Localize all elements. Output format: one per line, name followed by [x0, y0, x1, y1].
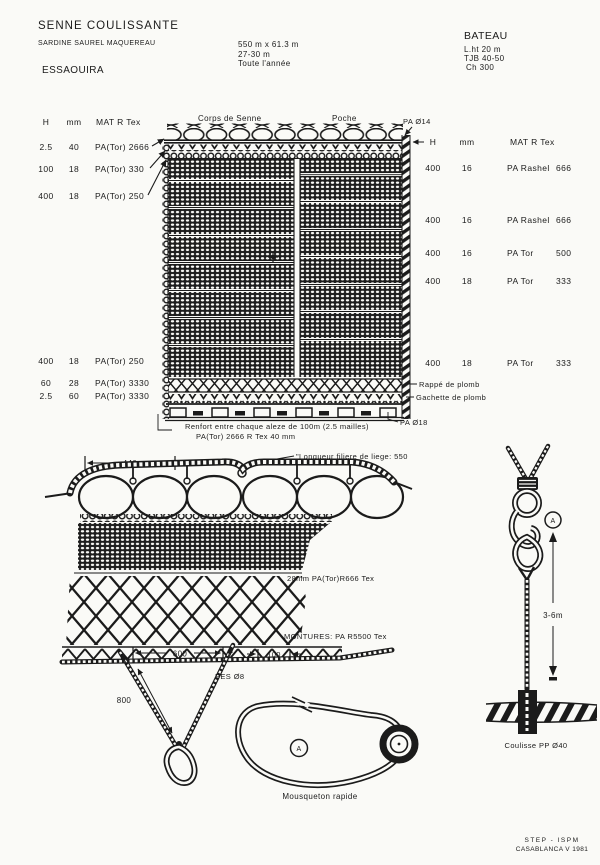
- gachette-strip: [168, 394, 402, 403]
- poche-label: Poche: [332, 114, 357, 123]
- svg-text:400: 400: [38, 191, 54, 201]
- point-a: A: [296, 746, 302, 753]
- corps-mesh-panel: [168, 159, 294, 377]
- port-label: ESSAOUIRA: [42, 65, 104, 76]
- svg-text:PA Tor: PA Tor: [507, 248, 534, 258]
- svg-text:16: 16: [461, 248, 473, 258]
- poche-mesh-panel: [300, 159, 402, 377]
- sinker-row: [168, 406, 402, 419]
- boat-title: BATEAU: [464, 30, 508, 42]
- svg-text:PA(Tor) 250: PA(Tor) 250: [95, 191, 145, 201]
- footer-line1: STEP - ISPM: [524, 837, 580, 844]
- svg-text:400: 400: [425, 163, 441, 173]
- col-mat: MAT R Tex: [96, 117, 141, 127]
- right-table-row: [425, 248, 571, 258]
- boat-length: L.ht 20 m: [464, 45, 501, 54]
- left-table-row: [39, 391, 149, 401]
- col-h: H: [42, 117, 50, 127]
- dim-3-6m: 3-6m: [543, 611, 563, 620]
- dim-440: 440: [122, 459, 138, 468]
- dim-end-tick: [549, 677, 557, 681]
- header: [38, 20, 299, 76]
- left-spec-table: [38, 117, 166, 401]
- svg-text:60: 60: [40, 378, 52, 388]
- ring-band: [166, 150, 403, 158]
- boat-power: Ch 300: [466, 63, 495, 72]
- svg-text:333: 333: [556, 358, 572, 368]
- left-table-row: [38, 356, 144, 366]
- pa14-label: PA Ø14: [403, 117, 431, 126]
- right-selvage-rope: [402, 135, 410, 419]
- boat-tonnage: TJB 40-50: [464, 54, 505, 63]
- detail-large-mesh: [66, 576, 306, 645]
- right-spec-table: [403, 117, 571, 368]
- coulisse-label: Coulisse PP Ø40: [504, 741, 568, 750]
- left-table-row: [41, 378, 149, 388]
- svg-text:16: 16: [461, 215, 473, 225]
- svg-text:500: 500: [556, 248, 572, 258]
- left-table-row: [38, 164, 144, 174]
- float-line: [167, 124, 403, 140]
- col-mm: mm: [66, 117, 82, 127]
- svg-text:18: 18: [461, 276, 473, 286]
- right-table-row: [425, 163, 571, 173]
- page-title: SENNE COULISSANTE: [38, 20, 179, 32]
- left-table-row: [39, 142, 149, 152]
- svg-text:PA Tor: PA Tor: [507, 358, 534, 368]
- purse-rope: [486, 702, 597, 722]
- renfort-note-1: Renfort entre chaque aleze de 100m (2.5 mailles): [185, 422, 369, 431]
- mesh28-label: 28mm PA(Tor)R666 Tex: [287, 574, 375, 583]
- left-table-row: [38, 191, 144, 201]
- montures-label: MONTURES: PA R5500 Tex: [284, 632, 387, 641]
- snap-hook: [238, 697, 415, 801]
- footer-line2: CASABLANCA V 1981: [515, 846, 589, 853]
- net-size: 550 m x 61.3 m: [238, 40, 299, 49]
- svg-text:666: 666: [556, 163, 572, 173]
- svg-text:PA(Tor) 3330: PA(Tor) 3330: [95, 391, 150, 401]
- dim-arrow-down: [549, 666, 557, 676]
- leader-arrow: [405, 127, 412, 135]
- rappe-label: Rappé de plomb: [419, 380, 480, 389]
- pes-label: PES Ø8: [215, 672, 245, 681]
- hanging-band: [166, 145, 403, 150]
- right-table-row: [425, 358, 571, 368]
- svg-text:60: 60: [68, 391, 80, 401]
- dim-800: 800: [116, 696, 132, 705]
- svg-text:18: 18: [68, 356, 80, 366]
- float-rope: [164, 140, 405, 143]
- svg-text:666: 666: [556, 215, 572, 225]
- gachette-label: Gachette de plomb: [416, 393, 487, 402]
- svg-text:18: 18: [461, 358, 473, 368]
- svg-text:28: 28: [68, 378, 80, 388]
- svg-text:400: 400: [425, 276, 441, 286]
- net-depth: 27-30 m: [238, 50, 271, 59]
- season: Toute l'année: [238, 59, 291, 68]
- right-table-row: [425, 215, 571, 225]
- svg-text:400: 400: [425, 358, 441, 368]
- swivel-eye-core: [515, 491, 539, 515]
- svg-text:PA Tor: PA Tor: [507, 276, 534, 286]
- boat-block: [464, 30, 508, 72]
- dim-100: 100: [267, 650, 281, 659]
- svg-text:400: 400: [425, 215, 441, 225]
- corps-de-senne-label: Corps de Senne: [198, 114, 262, 123]
- svg-text:PA(Tor) 3330: PA(Tor) 3330: [95, 378, 150, 388]
- col-mm: mm: [459, 137, 475, 147]
- species-subtitle: SARDINE SAUREL MAQUEREAU: [38, 40, 156, 47]
- renfort-note-2: PA(Tor) 2666 R Tex 40 mm: [196, 432, 296, 441]
- point-a: A: [550, 518, 556, 525]
- right-table-row: [425, 276, 571, 286]
- svg-text:400: 400: [425, 248, 441, 258]
- svg-text:PA Rashel: PA Rashel: [507, 215, 550, 225]
- svg-text:400: 400: [38, 356, 54, 366]
- svg-text:PA(Tor) 250: PA(Tor) 250: [95, 356, 145, 366]
- footer-credit: [516, 837, 589, 853]
- float-line-detail: [45, 452, 412, 783]
- svg-text:40: 40: [68, 142, 80, 152]
- snap-hook-label: Mousqueton rapide: [282, 792, 358, 801]
- detail-fine-mesh: [78, 523, 330, 570]
- svg-text:16: 16: [461, 163, 473, 173]
- purse-line-detail: [486, 446, 597, 750]
- svg-text:PA(Tor) 2666: PA(Tor) 2666: [95, 142, 150, 152]
- svg-text:PA Rashel: PA Rashel: [507, 163, 550, 173]
- detail-ring-band: [80, 514, 332, 522]
- col-h: H: [429, 137, 437, 147]
- dim-600: 600: [172, 649, 188, 659]
- svg-text:18: 18: [68, 191, 80, 201]
- svg-text:PA(Tor) 330: PA(Tor) 330: [95, 164, 145, 174]
- svg-text:333: 333: [556, 276, 572, 286]
- shackle: [167, 741, 195, 783]
- ring-center-dot: [398, 743, 401, 746]
- svg-text:2.5: 2.5: [39, 142, 53, 152]
- rappe-strip: [168, 379, 402, 392]
- liege-label: "Longueur filiere de liege: 550: [296, 452, 408, 461]
- dim-arrow-up: [549, 532, 557, 542]
- dim-800-arrow: [138, 669, 172, 733]
- lead-line-bottom: [165, 418, 404, 421]
- svg-text:18: 18: [68, 164, 80, 174]
- svg-text:100: 100: [38, 164, 54, 174]
- col-mat: MAT R Tex: [510, 137, 555, 147]
- svg-text:2.5: 2.5: [39, 391, 53, 401]
- bridle-fork: [508, 446, 548, 479]
- pa18-label: PA Ø18: [400, 418, 428, 427]
